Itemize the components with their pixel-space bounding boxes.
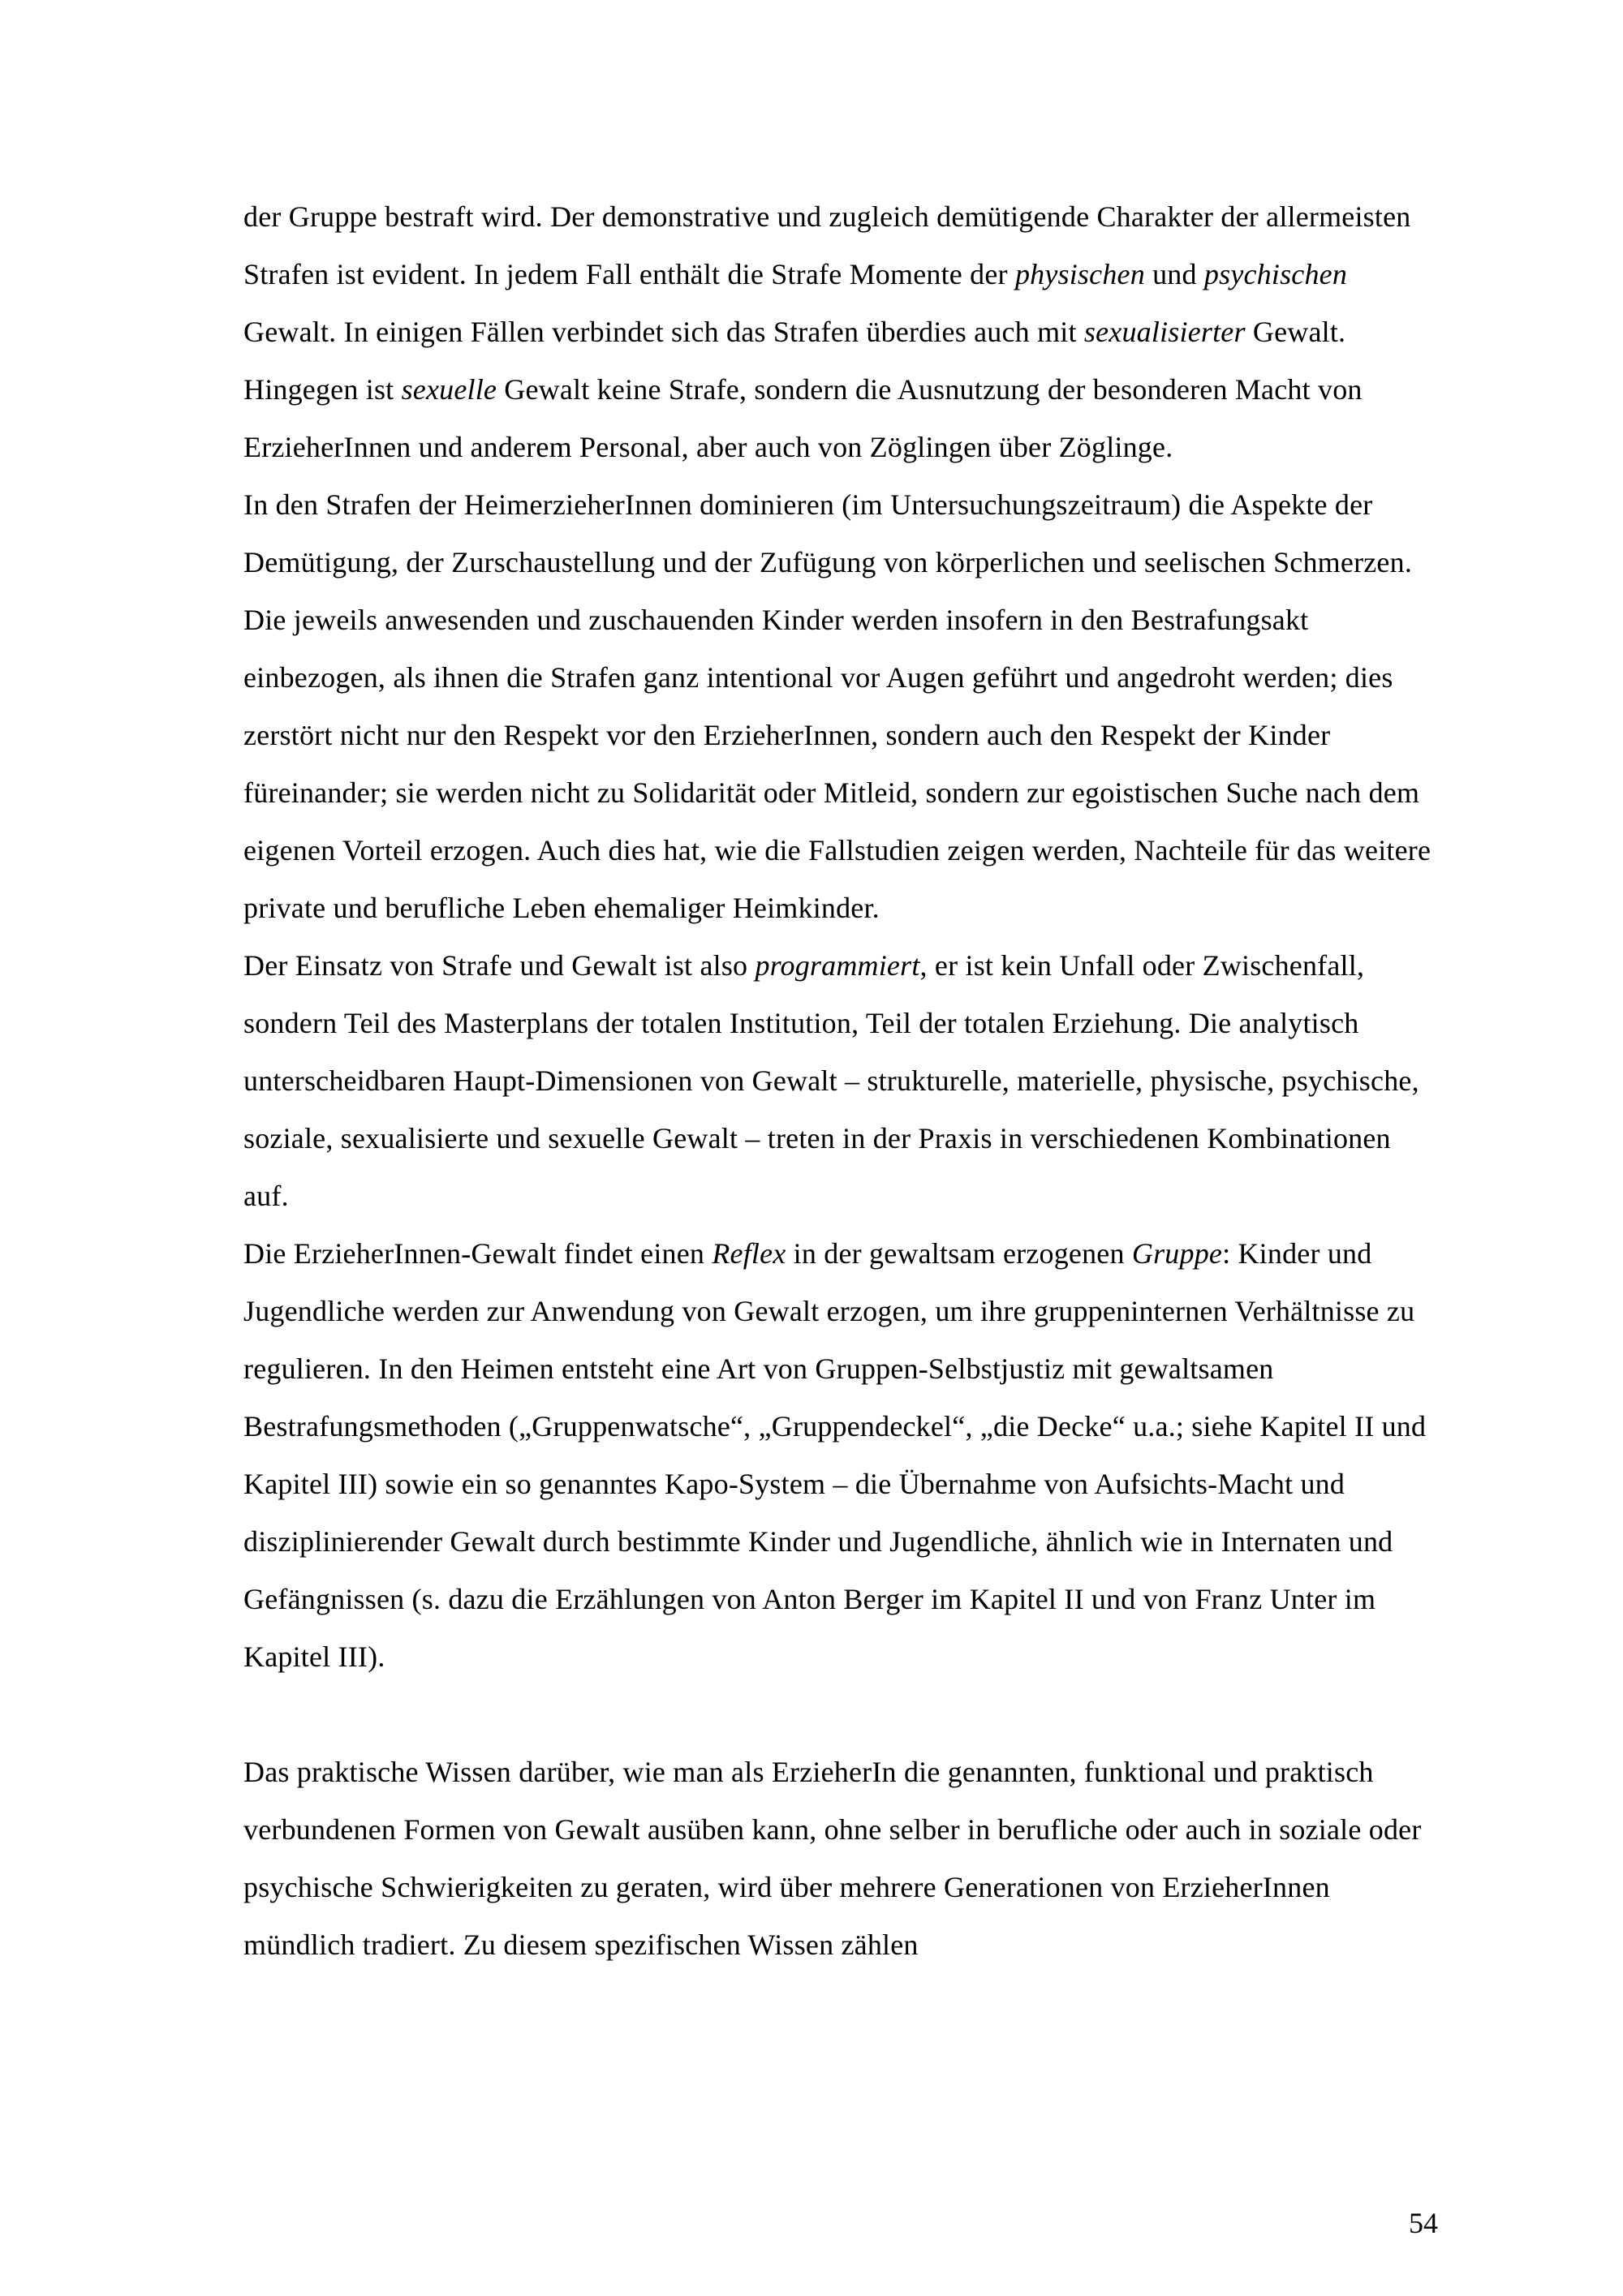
text-run: und bbox=[1144, 258, 1204, 290]
italic-text-run: physischen bbox=[1014, 258, 1145, 290]
text-run: in der gewaltsam erzogenen bbox=[786, 1237, 1132, 1270]
paragraph bbox=[243, 1743, 1440, 1974]
paragraph bbox=[243, 937, 1440, 1225]
document-body bbox=[243, 188, 1440, 1974]
page-number: 54 bbox=[1409, 2207, 1438, 2239]
text-run: : Kinder und Jugendliche werden zur Anwendung von Gewalt erzogen, um ihre gruppeninternen Verhältnisse zu regulieren. In den Heimen entsteht eine Art von Gruppen-Selbstjustiz mit gewaltsamen Bestrafungsmethoden („Gruppenwatsche“, „Gruppendeckel“, „die Decke“ u.a.; siehe Kapitel II und Kapitel III) sowie ein so genanntes Kapo-System – die Übernahme von Aufsichts-Macht und disziplinierender Gewalt durch bestimmte Kinder und Jugendliche, ähnlich wie in Internaten und Gefängnissen (s. dazu die Erzählungen von Anton Berger im Kapitel II und von Franz Unter im Kapitel III). bbox=[243, 1237, 1427, 1673]
text-run: Das praktische Wissen darüber, wie man als ErzieherIn die genannten, funktional und praktisch verbundenen Formen von Gewalt ausüben kann, ohne selber in berufliche oder auch in soziale oder psychische Schwierigkeiten zu geraten, wird über mehrere Generationen von ErzieherInnen mündlich tradiert. Zu diesem spezifischen Wissen zählen bbox=[243, 1756, 1422, 1961]
text-run: Die ErzieherInnen-Gewalt findet einen bbox=[243, 1237, 712, 1270]
text-run: der Gruppe bestraft wird. Der demonstrative und zugleich demütigende Charakter der allermeisten Strafen ist evident. In jedem Fall enthält die Strafe Momente der bbox=[243, 200, 1411, 290]
italic-text-run: Gruppe bbox=[1131, 1237, 1223, 1270]
italic-text-run: programmiert bbox=[755, 949, 920, 982]
text-run: Der Einsatz von Strafe und Gewalt ist also bbox=[243, 949, 756, 982]
italic-text-run: psychischen bbox=[1203, 258, 1348, 290]
text-run: Gewalt keine Strafe, sondern die Ausnutzung der besonderen Macht von ErzieherInnen und anderem Personal, aber auch von Zöglingen über Zöglinge. bbox=[243, 373, 1363, 463]
italic-text-run: sexualisierter bbox=[1083, 316, 1246, 348]
paragraph bbox=[243, 476, 1440, 937]
italic-text-run: Reflex bbox=[712, 1237, 786, 1270]
text-run: Gewalt. In einigen Fällen verbindet sich das Strafen überdies auch mit bbox=[243, 316, 1084, 348]
italic-text-run: sexuelle bbox=[401, 373, 497, 406]
text-run: , er ist kein Unfall oder Zwischenfall, sondern Teil des Masterplans der totalen Institution, Teil der totalen Erziehung. Die analytisch unterscheidbaren Haupt-Dimensionen von Gewalt – strukturelle, materielle, physische, psychische, soziale, sexualisierte und sexuelle Gewalt – treten in der Praxis in verschiedenen Kombinationen auf. bbox=[243, 949, 1419, 1212]
paragraph bbox=[243, 188, 1440, 476]
paragraph bbox=[243, 1225, 1440, 1686]
text-run: In den Strafen der HeimerzieherInnen dominieren (im Untersuchungszeitraum) die Aspekte der Demütigung, der Zurschaustellung und der Zufügung von körperlichen und seelischen Schmerzen. Die jeweils anwesenden und zuschauenden Kinder werden insofern in den Bestrafungsakt einbezogen, als ihnen die Strafen ganz intentional vor Augen geführt und angedroht werden; dies zerstört nicht nur den Respekt vor den ErzieherInnen, sondern auch den Respekt der Kinder füreinander; sie werden nicht zu Solidarität oder Mitleid, sondern zur egoistischen Suche nach dem eigenen Vorteil erzogen. Auch dies hat, wie die Fallstudien zeigen werden, Nachteile für das weitere private und berufliche Leben ehemaliger Heimkinder. bbox=[243, 488, 1431, 924]
text-run: Gewalt. Hingegen ist bbox=[243, 316, 1346, 406]
